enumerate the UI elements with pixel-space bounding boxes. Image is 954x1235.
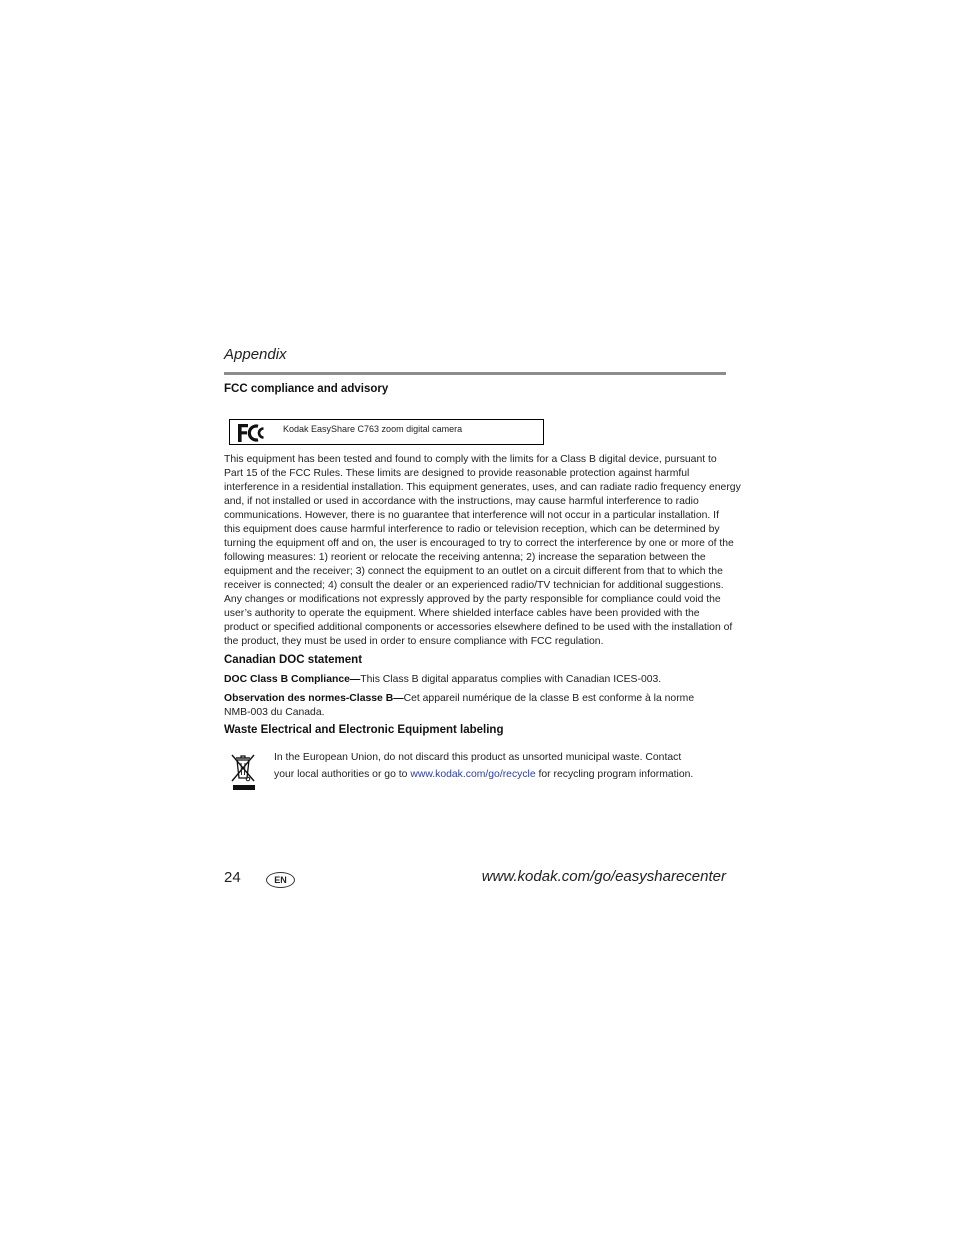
fcc-paragraph-line: Part 15 of the FCC Rules. These limits are designed to provide reasonable protection against harmful — [224, 468, 690, 479]
fcc-paragraph-line: the product, they must be used in order to ensure compliance with FCC regulation. — [224, 636, 604, 647]
weee-text-suffix: for recycling program information. — [535, 769, 694, 780]
weee-text-line2 — [274, 766, 693, 783]
doc-compliance-text: This Class B digital apparatus complies with Canadian ICES-003. — [360, 674, 662, 685]
fcc-paragraph-line: receiver is connected; 4) consult the dealer or an experienced radio/TV technician for additional suggestions. — [224, 580, 724, 591]
fcc-paragraph-line: equipment and the receiver; 3) connect the equipment to an outlet on a circuit different from that to which the — [224, 566, 723, 577]
doc-compliance-label: DOC Class B Compliance— — [224, 674, 361, 685]
crossed-out-wheelie-bin-icon — [229, 752, 257, 792]
weee-text — [274, 749, 693, 783]
header-divider — [224, 372, 726, 375]
fcc-heading: FCC compliance and advisory — [224, 383, 389, 395]
fcc-paragraph-line: this equipment does cause harmful interference to radio or television reception, which can be determined by — [224, 524, 720, 535]
canadian-doc-heading: Canadian DOC statement — [224, 654, 363, 666]
fcc-paragraph-line: This equipment has been tested and found to comply with the limits for a Class B digital device, pursuant to — [224, 454, 717, 465]
weee-text-prefix: your local authorities or go to — [274, 769, 411, 780]
observation-text-line1: Cet appareil numérique de la classe B est conforme à la norme — [403, 693, 695, 704]
observation-label: Observation des normes-Classe B— — [224, 693, 404, 704]
fcc-product-label: Kodak EasyShare C763 zoom digital camera — [283, 424, 463, 434]
fcc-paragraph-line: product or specified additional components or accessories elsewhere defined to be used with the installation of — [224, 622, 733, 633]
page-number: 24 — [224, 869, 241, 886]
footer-url[interactable]: www.kodak.com/go/easysharecenter — [481, 868, 726, 885]
fcc-paragraph-line: Any changes or modifications not expressly approved by the party responsible for compliance could void the — [224, 594, 721, 605]
weee-text-line1: In the European Union, do not discard this product as unsorted municipal waste. Contact — [274, 752, 682, 763]
fcc-label-box — [229, 419, 544, 445]
observation-text-line2: NMB-003 du Canada. — [224, 707, 325, 718]
fcc-paragraph-line: and, if not installed or used in accordance with the instructions, may cause harmful interference to radio — [224, 496, 699, 507]
fcc-paragraph-line: following measures: 1) reorient or relocate the receiving antenna; 2) increase the separation between the — [224, 552, 706, 563]
fcc-paragraph-line: communications. However, there is no guarantee that interference will not occur in a particular installation. If — [224, 510, 719, 521]
weee-heading: Waste Electrical and Electronic Equipment labeling — [224, 724, 504, 736]
observation-statement — [224, 692, 694, 706]
fcc-paragraph — [224, 453, 741, 649]
fcc-logo-icon — [236, 422, 266, 444]
recycle-link[interactable]: www.kodak.com/go/recycle — [410, 769, 536, 780]
fcc-paragraph-line: interference in a residential installation. This equipment generates, uses, and can radiate radio frequency energy — [224, 482, 741, 493]
doc-compliance-statement — [224, 673, 661, 687]
language-badge: EN — [266, 872, 295, 888]
section-title: Appendix — [224, 346, 287, 363]
fcc-paragraph-line: user’s authority to operate the equipment. Where shielded interface cables have been provided with the — [224, 608, 700, 619]
fcc-paragraph-line: turning the equipment off and on, the user is encouraged to try to correct the interference by one or more of the — [224, 538, 734, 549]
